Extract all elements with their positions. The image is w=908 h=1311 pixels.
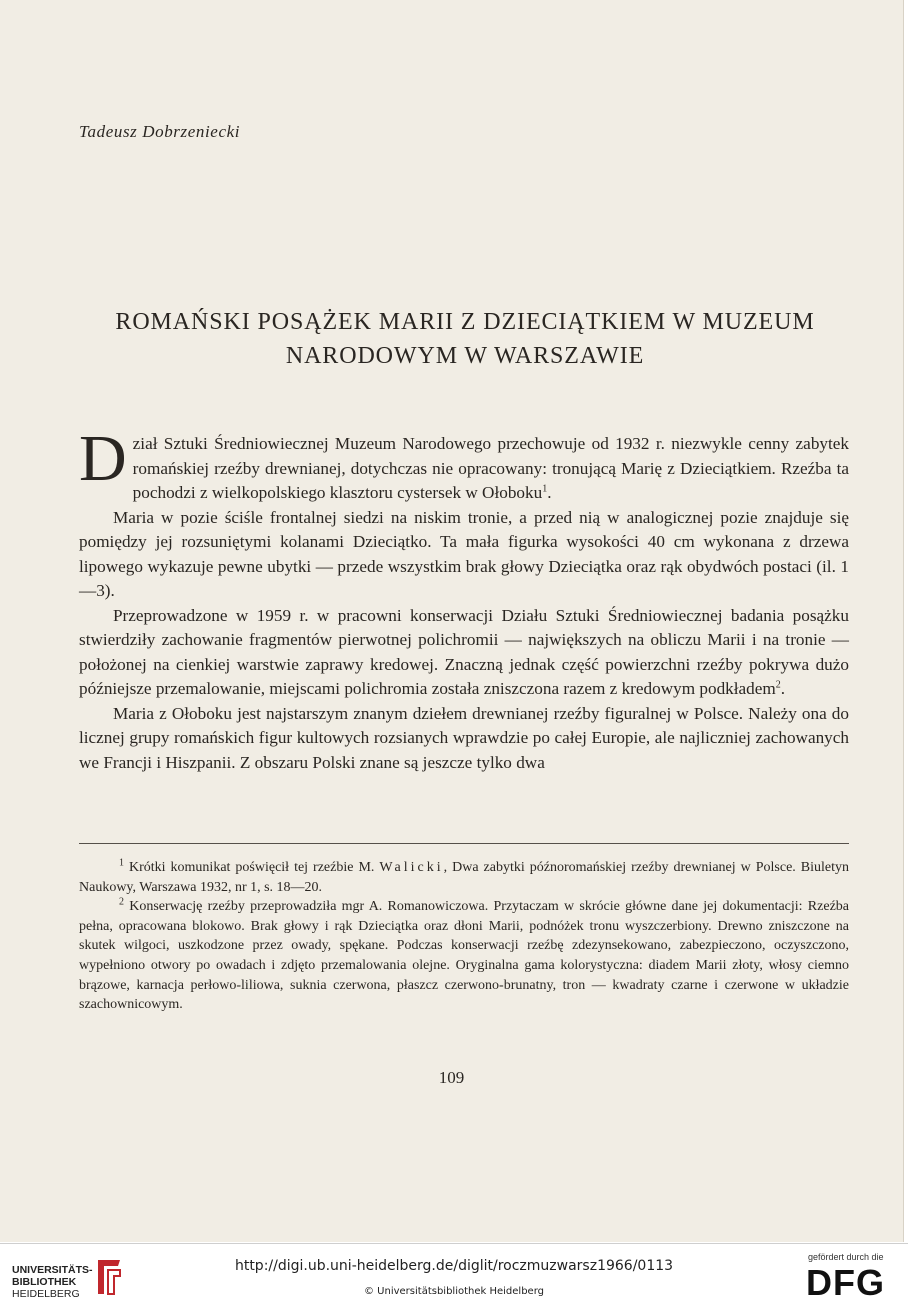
paragraph-3: [79, 604, 849, 702]
paragraph-3-end: .: [780, 679, 786, 698]
footnote-1-post: , Dwa zabytki późnoromańskiej rzeźby drewnianej w Polsce. Biuletyn Naukowy, Warszawa 1932, nr 1, s. 18—20.: [79, 860, 849, 895]
paragraph-3-text: Przeprowadzone w 1959 r. w pracowni konserwacji Działu Sztuki Średniowiecznej badania posążku stwierdziły zachowanie fragmentów pierwotnej polichromii — największych na obliczu Marii i na tronie — położonej na cienkiej warstwie zaprawy kredowej. Znaczną jednak część powierzchni rzeźby pokrywa dużo późniejsze przemalowanie, miejscami polichromia została zniszczona razem z kredowym podkładem: [79, 605, 849, 698]
footnote-1: [79, 858, 849, 897]
permalink-url[interactable]: http://digi.ub.uni-heidelberg.de/diglit/roczmuzwarsz1966/0113: [234, 1258, 674, 1274]
library-line-3: HEIDELBERG: [12, 1288, 80, 1300]
page-number: 109: [438, 1068, 465, 1087]
viewer-footer: [0, 1243, 908, 1311]
paragraph-1-text: ział Sztuki Średniowiecznej Muzeum Narodowego przechowuje od 1932 r. niezwykle cenny zabytek romańskiej rzeźby drewnianej, dotychczas nie opracowany: tronującą Marię z Dzieciątkiem. Rzeźba ta pochodzi z wielkopolskiego klasztoru cystersek w Ołoboku: [132, 434, 849, 502]
footnote-2: [79, 897, 849, 1015]
footnote-1-author: Walicki: [379, 860, 444, 875]
paragraph-1-end: .: [547, 483, 552, 502]
footnote-ref-1[interactable]: 1: [542, 483, 548, 495]
article-title: [70, 305, 860, 373]
footnotes: [79, 858, 849, 1015]
footnote-2-text: Konserwację rzeźby przeprowadziła mgr A. Romanowiczowa. Przytaczam w skrócie główne dane jej dokumentacji: Rzeźba pełna, opracowana blokowo. Brak głowy i rąk Dzieciątka oraz dłoni Marii, podnóżek tronu wyszczerbiony. Drewno zniszczone na skutek wilgoci, uszkodzone przez owady, spękane. Podczas konserwacji rzeźbę zdezynsekowano, zabezpieczono, oczyszczono, wypełniono otwory po owadach i zdjęto przemalowania olejne. Oryginalna gama kolorystyczna: diadem Marii złoty, włosy ciemno brązowe, karnacja perłowo-liliowa, suknia czerwona, płaszcz czerwono-brunatny, tron — kwadraty czarne i czerwone w układzie szachownicowym.: [79, 899, 849, 1013]
author-name: Tadeusz Dobrzeniecki: [79, 122, 241, 141]
copyright-notice: © Universitätsbibliothek Heidelberg: [363, 1286, 544, 1297]
article-body: [79, 422, 849, 775]
library-line-2: BIBLIOTHEK: [12, 1276, 77, 1288]
footnote-mark-2: 2: [119, 896, 124, 908]
library-line-1: UNIVERSITÄTS-: [12, 1264, 93, 1276]
footnote-ref-2[interactable]: 2: [775, 679, 781, 691]
dfg-logo: DFG: [806, 1262, 885, 1303]
paragraph-2: Maria w pozie ściśle frontalnej siedzi na niskim tronie, a przed nią w analogicznej pozie znajduje się pomiędzy jej rozsuniętymi kolanami Dzieciątko. Ta mała figurka wysokości 40 cm wykonana z drzewa lipowego wykazuje pewne ubytki — przede wszystkim brak głowy Dzieciątka oraz rąk obydwóch postaci (il. 1—3).: [79, 507, 849, 600]
paragraph-1: [79, 422, 849, 506]
footnote-divider: [79, 843, 849, 844]
footnote-1-pre: Krótki komunikat poświęcił tej rzeźbie M.: [129, 860, 375, 875]
title-line-1: ROMAŃSKI POSĄŻEK MARII Z DZIECIĄTKIEM W MUZEUM: [115, 309, 815, 335]
footnote-mark-1: 1: [119, 857, 124, 869]
paragraph-4: Maria z Ołoboku jest najstarszym znanym dziełem drewnianej rzeźby figuralnej w Polsce. Należy ona do licznej grupy romańskich figur kultowych rozsianych wprawdzie po całej Europie, ale najliczniej zachowanych we Francji i Hiszpanii. Z obszaru Polski znane są jeszcze tylko dwa: [79, 703, 849, 772]
drop-cap: D: [79, 422, 127, 495]
funded-by-label: gefördert durch die: [808, 1252, 884, 1262]
title-line-2: NARODOWYM W WARSZAWIE: [285, 343, 645, 369]
